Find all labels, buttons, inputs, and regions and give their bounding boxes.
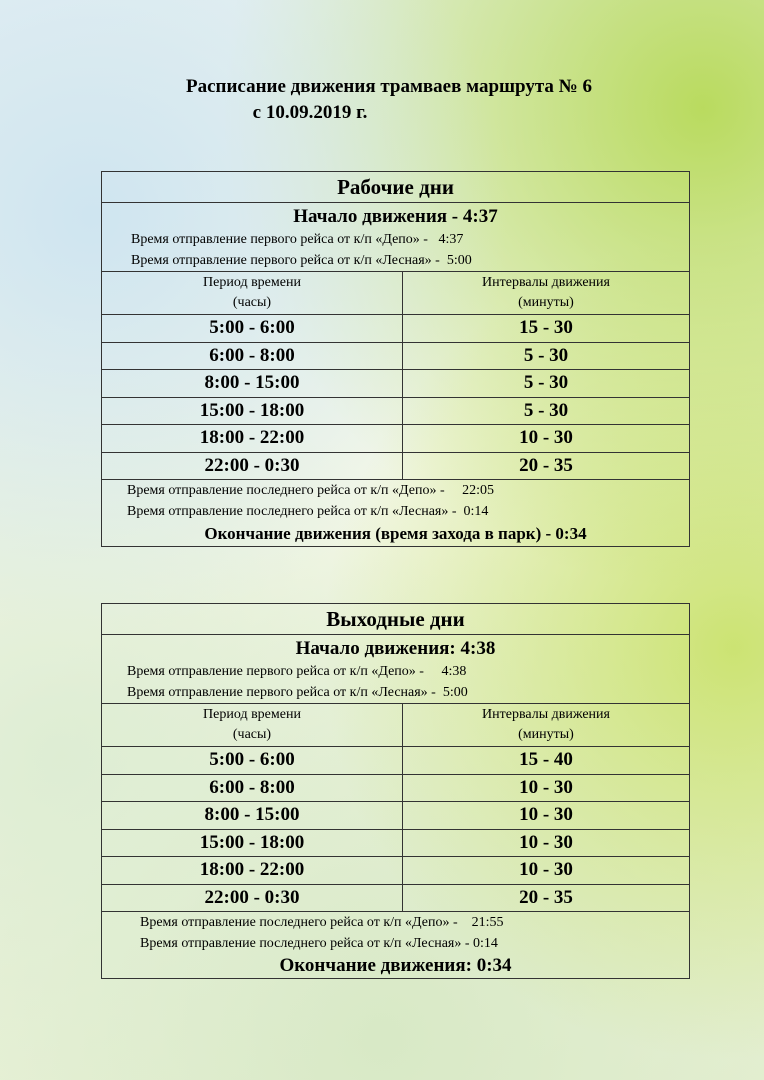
weekends-end: Окончание движения: 0:34: [279, 955, 512, 976]
interval-cell: 10 - 30: [403, 857, 690, 885]
weekdays-schedule-table: [101, 171, 690, 547]
weekdays-end: Окончание движения (время захода в парк) - 0:34: [204, 524, 587, 543]
table-row: [102, 397, 690, 425]
interval-cell: 5 - 30: [403, 370, 690, 398]
interval-header-line-2: (минуты): [518, 727, 574, 742]
weekends-period-header: [102, 704, 403, 747]
table-row: [102, 342, 690, 370]
table-row: [102, 425, 690, 453]
weekends-first-depo: Время отправление первого рейса от к/п «Депо» - 4:38: [127, 664, 467, 679]
page-title: [0, 74, 764, 126]
table-row: [102, 829, 690, 857]
period-cell: 8:00 - 15:00: [102, 370, 403, 398]
period-header-line-1: Период времени: [203, 275, 301, 290]
period-header-line-1: Период времени: [203, 707, 301, 722]
period-cell: 15:00 - 18:00: [102, 829, 403, 857]
interval-cell: 10 - 30: [403, 425, 690, 453]
period-header-line-2: (часы): [232, 295, 272, 310]
title-line-2: с 10.09.2019 г.: [252, 102, 368, 123]
period-cell: 15:00 - 18:00: [102, 397, 403, 425]
period-cell: 18:00 - 22:00: [102, 857, 403, 885]
table-row: [102, 370, 690, 398]
period-cell: 18:00 - 22:00: [102, 425, 403, 453]
weekends-interval-header: [403, 704, 690, 747]
title-line-1: Расписание движения трамваев маршрута № 6: [185, 76, 593, 97]
table-row: [102, 774, 690, 802]
weekdays-heading: Рабочие дни: [102, 172, 690, 203]
period-cell: 22:00 - 0:30: [102, 452, 403, 480]
weekdays-last-depo: Время отправление последнего рейса от к/п «Депо» - 22:05: [127, 483, 495, 498]
interval-cell: 20 - 35: [403, 884, 690, 912]
table-row: [102, 747, 690, 775]
interval-header-line-2: (минуты): [518, 295, 574, 310]
interval-cell: 5 - 30: [403, 342, 690, 370]
weekends-last-depo: Время отправление последнего рейса от к/п «Депо» - 21:55: [140, 915, 504, 930]
period-header-line-2: (часы): [232, 727, 272, 742]
period-cell: 5:00 - 6:00: [102, 747, 403, 775]
weekdays-first-lesnaya: Время отправление первого рейса от к/п «Лесная» - 5:00: [131, 253, 472, 268]
weekdays-start: Начало движения - 4:37: [293, 206, 498, 227]
weekends-start-block: [102, 635, 690, 704]
interval-cell: 15 - 40: [403, 747, 690, 775]
interval-cell: 15 - 30: [403, 315, 690, 343]
table-row: [102, 802, 690, 830]
period-cell: 5:00 - 6:00: [102, 315, 403, 343]
weekends-start: Начало движения: 4:38: [295, 638, 496, 659]
table-row: [102, 452, 690, 480]
period-cell: 6:00 - 8:00: [102, 342, 403, 370]
table-row: [102, 857, 690, 885]
period-cell: 8:00 - 15:00: [102, 802, 403, 830]
interval-cell: 10 - 30: [403, 802, 690, 830]
period-cell: 22:00 - 0:30: [102, 884, 403, 912]
interval-cell: 5 - 30: [403, 397, 690, 425]
weekdays-start-block: [102, 203, 690, 272]
weekdays-first-depo: Время отправление первого рейса от к/п «Депо» - 4:37: [131, 232, 464, 247]
interval-cell: 20 - 35: [403, 452, 690, 480]
interval-cell: 10 - 30: [403, 829, 690, 857]
interval-cell: 10 - 30: [403, 774, 690, 802]
weekdays-period-header: [102, 272, 403, 315]
interval-header-line-1: Интервалы движения: [482, 707, 610, 722]
weekends-last-lesnaya: Время отправление последнего рейса от к/п «Лесная» - 0:14: [140, 936, 498, 951]
weekends-heading: Выходные дни: [102, 604, 690, 635]
table-row: [102, 884, 690, 912]
period-cell: 6:00 - 8:00: [102, 774, 403, 802]
weekdays-last-lesnaya: Время отправление последнего рейса от к/п «Лесная» - 0:14: [127, 504, 489, 519]
weekends-schedule-table: [101, 603, 690, 979]
weekdays-interval-header: [403, 272, 690, 315]
weekends-first-lesnaya: Время отправление первого рейса от к/п «Лесная» - 5:00: [127, 685, 468, 700]
weekdays-end-block: [102, 480, 690, 547]
weekends-end-block: [102, 912, 690, 979]
interval-header-line-1: Интервалы движения: [482, 275, 610, 290]
table-row: [102, 315, 690, 343]
